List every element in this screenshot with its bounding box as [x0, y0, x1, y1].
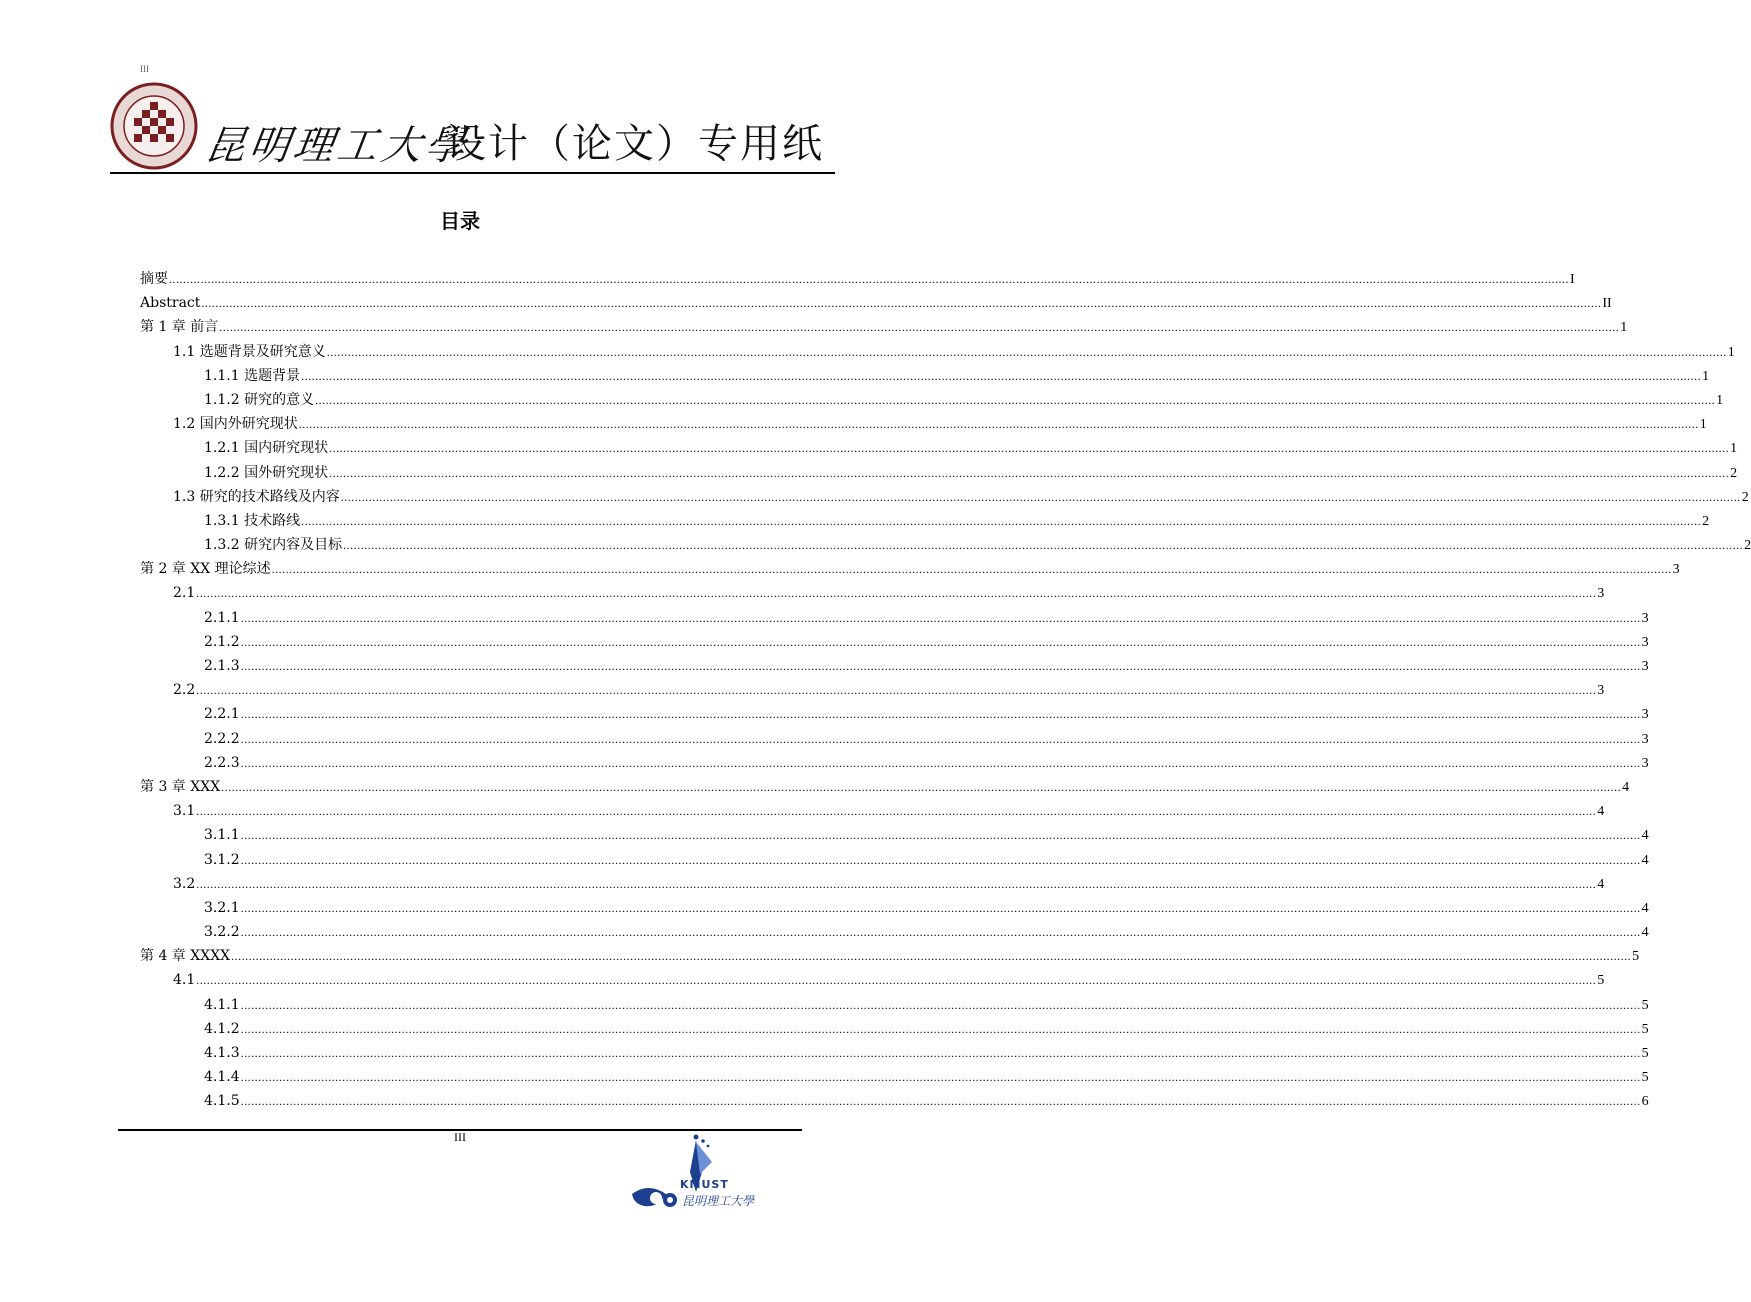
header-rule: [110, 172, 835, 174]
toc-entry-label: 4.1.5: [204, 1093, 240, 1110]
toc-entry-page: 3: [1641, 634, 1649, 650]
toc-entry[interactable]: [140, 727, 1649, 751]
toc-dot-leader: ................................................................................................................................................................................................................................................................................................................................................................................................................: [196, 804, 1597, 819]
toc-entry[interactable]: [140, 315, 1628, 339]
toc-entry-page: I: [1570, 272, 1575, 287]
toc-entry-page: 4: [1641, 900, 1649, 916]
kmust-logo-text: KMUST: [680, 1178, 729, 1191]
toc-entry[interactable]: [140, 509, 1710, 533]
toc-entry[interactable]: [140, 485, 1749, 509]
toc-entry-label: 1.2.2 国外研究现状: [204, 464, 329, 481]
toc-dot-leader: ................................................................................................................................................................................................................................................................................................................................................................................................................: [240, 731, 1641, 746]
toc-entry[interactable]: [140, 920, 1649, 944]
toc-dot-leader: ................................................................................................................................................................................................................................................................................................................................................................................................................: [329, 465, 1730, 480]
toc-dot-leader: ................................................................................................................................................................................................................................................................................................................................................................................................................: [298, 417, 1699, 432]
toc-entry-page: 1: [1730, 441, 1738, 457]
toc-dot-leader: ................................................................................................................................................................................................................................................................................................................................................................................................................: [340, 489, 1741, 504]
toc-dot-leader: ................................................................................................................................................................................................................................................................................................................................................................................................................: [240, 1021, 1641, 1036]
toc-dot-leader: ................................................................................................................................................................................................................................................................................................................................................................................................................: [240, 659, 1641, 673]
toc-entry[interactable]: [140, 1089, 1649, 1113]
paper-title: 设计（论文）专用纸: [446, 121, 824, 167]
toc-entry-label: 3.2.2: [204, 924, 240, 941]
toc-dot-leader: ................................................................................................................................................................................................................................................................................................................................................................................................................: [315, 392, 1716, 407]
toc-entry[interactable]: [140, 654, 1649, 678]
toc-entry-label: 1.2 国内外研究现状: [173, 416, 298, 433]
toc-entry-label: 1.1.2 研究的意义: [204, 391, 315, 408]
toc-entry-page: 4: [1641, 925, 1649, 941]
toc-entry-page: 4: [1597, 876, 1605, 892]
toc-dot-leader: ................................................................................................................................................................................................................................................................................................................................................................................................................: [196, 683, 1597, 698]
toc-dot-leader: ................................................................................................................................................................................................................................................................................................................................................................................................................: [196, 973, 1597, 988]
toc-entry[interactable]: [140, 751, 1649, 775]
toc-entry-label: 4.1: [173, 972, 196, 989]
toc-entry-page: 3: [1672, 562, 1680, 578]
toc-entry-page: 1: [1620, 320, 1628, 336]
toc-entry-page: 3: [1641, 731, 1649, 747]
toc-dot-leader: ................................................................................................................................................................................................................................................................................................................................................................................................................: [196, 876, 1597, 891]
toc-entry-label: 4.1.4: [204, 1069, 240, 1086]
toc-entry-page: 3: [1641, 707, 1649, 723]
toc-entry-page: 1: [1702, 368, 1710, 384]
toc-entry-label: 2.1.1: [204, 609, 240, 626]
toc-entry-page: 2: [1730, 465, 1738, 481]
toc-entry[interactable]: [140, 388, 1724, 412]
toc-entry-label: 摘要: [140, 271, 168, 287]
toc-entry[interactable]: [140, 461, 1738, 485]
toc-entry-label: 3.1: [173, 803, 196, 820]
toc-entry[interactable]: [140, 1017, 1649, 1041]
toc-dot-leader: ................................................................................................................................................................................................................................................................................................................................................................................................................: [343, 538, 1744, 553]
toc-entry-page: 3: [1597, 586, 1605, 602]
toc-dot-leader: ................................................................................................................................................................................................................................................................................................................................................................................................................: [196, 586, 1597, 601]
university-script-title: 昆明理工大學: [202, 123, 473, 169]
toc-dot-leader: ................................................................................................................................................................................................................................................................................................................................................................................................................: [240, 900, 1641, 915]
page-number: III: [454, 1130, 466, 1144]
toc-entry-page: 5: [1597, 973, 1605, 989]
toc-dot-leader: ................................................................................................................................................................................................................................................................................................................................................................................................................: [221, 779, 1622, 794]
toc-entry-label: 1.3.2 研究内容及目标: [204, 537, 343, 554]
toc-dot-leader: ................................................................................................................................................................................................................................................................................................................................................................................................................: [201, 296, 1602, 311]
toc-entry-page: 6: [1641, 1094, 1649, 1110]
toc-entry[interactable]: [140, 872, 1605, 896]
toc-dot-leader: ................................................................................................................................................................................................................................................................................................................................................................................................................: [240, 610, 1641, 625]
toc-entry-label: 4.1.2: [204, 1020, 240, 1037]
toc-entry[interactable]: [140, 944, 1640, 968]
toc-entry-page: 5: [1632, 949, 1640, 965]
toc-entry-label: 2.2.2: [204, 730, 240, 747]
toc-entry[interactable]: [140, 1041, 1649, 1065]
toc-entry[interactable]: [140, 412, 1707, 436]
toc-entry[interactable]: [140, 848, 1649, 872]
toc-entry-page: 1: [1727, 344, 1735, 360]
toc-entry-page: 2: [1741, 489, 1749, 505]
toc-entry[interactable]: [140, 799, 1605, 823]
toc-entry-page: 5: [1641, 1070, 1649, 1086]
toc-entry-page: 4: [1622, 779, 1630, 795]
toc-entry-page: 3: [1641, 610, 1649, 626]
toc-entry[interactable]: [140, 364, 1710, 388]
toc-dot-leader: ................................................................................................................................................................................................................................................................................................................................................................................................................: [169, 272, 1569, 286]
toc-entry-label: 第 4 章 XXXX: [140, 948, 231, 965]
toc-entry-page: 5: [1641, 1046, 1649, 1061]
toc-dot-leader: ................................................................................................................................................................................................................................................................................................................................................................................................................: [231, 949, 1632, 964]
toc-entry[interactable]: [140, 702, 1649, 726]
toc-entry-label: 2.2.1: [204, 706, 240, 723]
toc-entry-page: II: [1602, 296, 1612, 312]
toc-dot-leader: ................................................................................................................................................................................................................................................................................................................................................................................................................: [240, 828, 1641, 843]
toc-dot-leader: ................................................................................................................................................................................................................................................................................................................................................................................................................: [240, 755, 1641, 770]
toc-entry-label: 2.2: [173, 682, 196, 699]
toc-dot-leader: ................................................................................................................................................................................................................................................................................................................................................................................................................: [240, 707, 1641, 722]
toc-entry-page: 5: [1641, 1021, 1649, 1037]
toc-dot-leader: ................................................................................................................................................................................................................................................................................................................................................................................................................: [240, 1070, 1641, 1085]
toc-entry-label: 第 1 章 前言: [140, 319, 219, 336]
toc-list: [140, 267, 1751, 1114]
toc-entry[interactable]: [140, 678, 1605, 702]
kmust-logo-script: 昆明理工大學: [682, 1194, 755, 1208]
corner-mark: III: [140, 64, 149, 74]
toc-entry[interactable]: [140, 436, 1738, 460]
toc-entry-label: 第 3 章 XXX: [140, 778, 221, 795]
toc-entry[interactable]: [140, 533, 1751, 557]
toc-entry-label: 1.3.1 技术路线: [204, 512, 301, 529]
toc-entry-page: 4: [1641, 828, 1649, 844]
toc-entry-page: 3: [1641, 755, 1649, 771]
toc-dot-leader: ................................................................................................................................................................................................................................................................................................................................................................................................................: [329, 441, 1730, 456]
toc-entry-label: 3.1.1: [204, 827, 240, 844]
toc-entry[interactable]: [140, 968, 1605, 992]
toc-entry-label: 3.2: [173, 875, 196, 892]
toc-entry-page: 1: [1699, 417, 1707, 433]
toc-entry-label: 3.1.2: [204, 851, 240, 868]
toc-entry-label: 3.2.1: [204, 899, 240, 916]
toc-dot-leader: ................................................................................................................................................................................................................................................................................................................................................................................................................: [240, 1046, 1641, 1060]
toc-heading: 目录: [440, 209, 480, 233]
toc-entry-label: 1.3 研究的技术路线及内容: [173, 488, 340, 505]
toc-dot-leader: ................................................................................................................................................................................................................................................................................................................................................................................................................: [301, 513, 1702, 528]
toc-dot-leader: ................................................................................................................................................................................................................................................................................................................................................................................................................: [240, 852, 1641, 867]
toc-entry-label: 2.1: [173, 585, 196, 602]
toc-entry-page: 3: [1641, 659, 1649, 674]
toc-dot-leader: ................................................................................................................................................................................................................................................................................................................................................................................................................: [326, 344, 1727, 359]
toc-dot-leader: ................................................................................................................................................................................................................................................................................................................................................................................................................: [271, 562, 1672, 577]
toc-entry-label: Abstract: [140, 295, 201, 312]
toc-entry[interactable]: [140, 267, 1575, 291]
toc-entry-page: 2: [1702, 513, 1710, 529]
toc-entry-label: 2.2.3: [204, 754, 240, 771]
toc-entry-label: 4.1.1: [204, 996, 240, 1013]
toc-entry-label: 4.1.3: [204, 1045, 240, 1061]
toc-entry-label: 2.1.2: [204, 633, 240, 650]
toc-dot-leader: ................................................................................................................................................................................................................................................................................................................................................................................................................: [240, 997, 1641, 1012]
toc-dot-leader: ................................................................................................................................................................................................................................................................................................................................................................................................................: [301, 368, 1702, 383]
toc-entry[interactable]: [140, 291, 1612, 315]
toc-dot-leader: ................................................................................................................................................................................................................................................................................................................................................................................................................: [219, 320, 1620, 335]
toc-entry-page: 5: [1641, 997, 1649, 1013]
toc-entry[interactable]: [140, 581, 1605, 605]
toc-entry[interactable]: [140, 823, 1649, 847]
toc-dot-leader: ................................................................................................................................................................................................................................................................................................................................................................................................................: [240, 1094, 1641, 1109]
toc-entry[interactable]: [140, 557, 1680, 581]
toc-dot-leader: ................................................................................................................................................................................................................................................................................................................................................................................................................: [240, 925, 1641, 940]
toc-entry-page: 4: [1597, 804, 1605, 820]
toc-entry-page: 4: [1641, 852, 1649, 868]
university-seal-icon: [110, 82, 198, 170]
toc-entry-page: 3: [1597, 683, 1605, 699]
toc-entry-label: 2.1.3: [204, 658, 240, 674]
toc-entry-label: 1.2.1 国内研究现状: [204, 440, 329, 457]
toc-entry-page: 1: [1716, 392, 1724, 408]
toc-entry[interactable]: [140, 630, 1649, 654]
toc-entry-page: 2: [1744, 538, 1751, 554]
toc-entry[interactable]: [140, 1065, 1649, 1089]
toc-entry[interactable]: [140, 896, 1649, 920]
toc-entry-label: 1.1.1 选题背景: [204, 367, 301, 384]
toc-entry-label: 1.1 选题背景及研究意义: [173, 343, 326, 360]
toc-entry[interactable]: [140, 993, 1649, 1017]
toc-entry[interactable]: [140, 606, 1649, 630]
toc-entry[interactable]: [140, 775, 1630, 799]
toc-entry[interactable]: [140, 340, 1735, 364]
toc-entry-label: 第 2 章 XX 理论综述: [140, 561, 271, 578]
toc-dot-leader: ................................................................................................................................................................................................................................................................................................................................................................................................................: [240, 634, 1641, 649]
